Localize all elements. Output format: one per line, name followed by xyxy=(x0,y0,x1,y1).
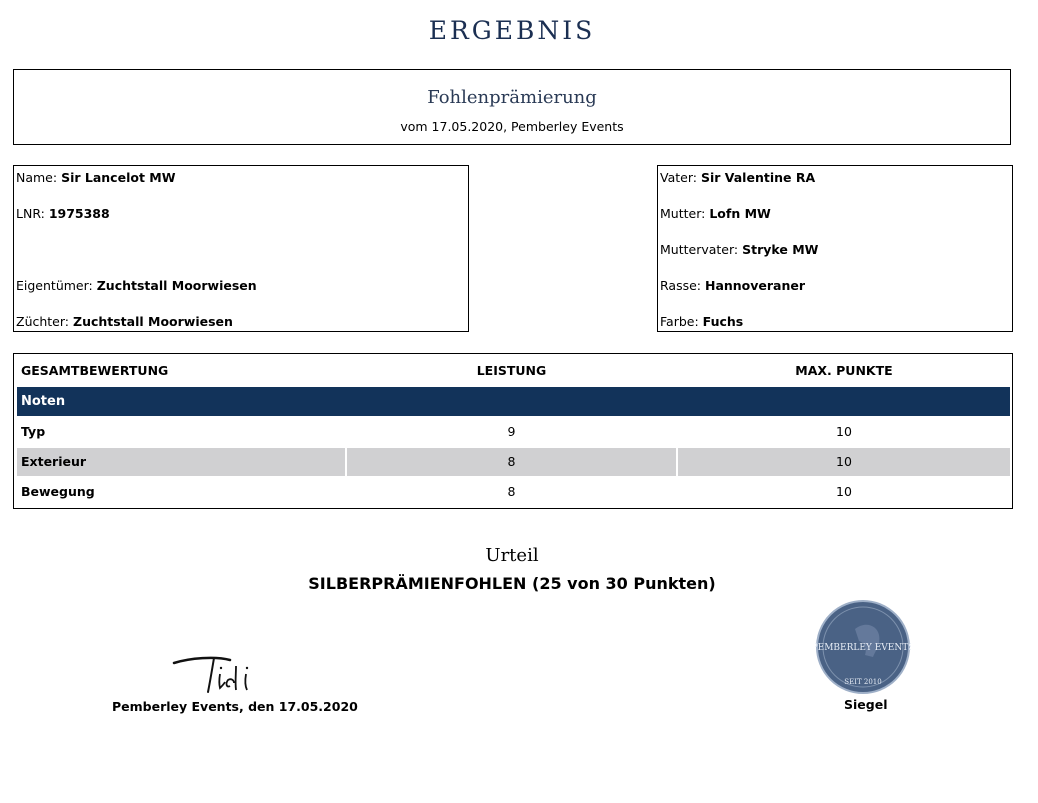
row-max: 10 xyxy=(836,484,852,499)
horse-lnr-row xyxy=(16,206,110,221)
header-leistung: LEISTUNG xyxy=(476,363,547,378)
event-name: Fohlenprämierung xyxy=(427,87,597,108)
horse-breeder-row xyxy=(16,314,233,329)
row-max: 10 xyxy=(836,424,852,439)
row-score: 8 xyxy=(507,484,516,499)
dam-row xyxy=(660,206,771,221)
horse-owner-value: Zuchtstall Moorwiesen xyxy=(96,278,257,293)
color-row xyxy=(660,314,743,329)
damsire-value: Stryke MW xyxy=(742,242,819,257)
row-score: 8 xyxy=(347,448,676,476)
event-date-organizer: vom 17.05.2020, Pemberley Events xyxy=(400,119,624,134)
breed-row xyxy=(660,278,805,293)
color-value: Fuchs xyxy=(702,314,744,329)
pedigree-info-box xyxy=(657,165,1013,332)
horse-info-box xyxy=(13,165,469,332)
seal-caption: Siegel xyxy=(844,697,888,712)
dam-value: Lofn MW xyxy=(709,206,771,221)
row-label: Typ xyxy=(21,424,46,439)
horse-lnr-value: 1975388 xyxy=(48,206,110,221)
section-noten: Noten xyxy=(17,387,1010,416)
verdict-label: Urteil xyxy=(485,545,539,566)
signature-image xyxy=(170,648,262,700)
horse-owner-label: Eigentümer: xyxy=(16,278,93,293)
dam-label: Mutter: xyxy=(660,206,706,221)
horse-name-row xyxy=(16,170,176,185)
svg-text:PEMBERLEY EVENTS: PEMBERLEY EVENTS xyxy=(815,643,911,653)
horse-name-label: Name: xyxy=(16,170,58,185)
horse-breeder-label: Züchter: xyxy=(16,314,70,329)
signature-caption: Pemberley Events, den 17.05.2020 xyxy=(112,699,358,714)
header-gesamtbewertung: GESAMTBEWERTUNG xyxy=(21,363,169,378)
sire-value: Sir Valentine RA xyxy=(700,170,816,185)
verdict-text: SILBERPRÄMIENFOHLEN (25 von 30 Punkten) xyxy=(308,574,716,593)
row-max: 10 xyxy=(678,448,1010,476)
event-header-box xyxy=(13,69,1011,145)
seal-logo xyxy=(815,599,911,699)
row-label: Exterieur xyxy=(17,448,345,476)
header-max-punkte: MAX. PUNKTE xyxy=(795,363,893,378)
breed-label: Rasse: xyxy=(660,278,701,293)
horse-name-value: Sir Lancelot MW xyxy=(61,170,176,185)
damsire-label: Muttervater: xyxy=(660,242,739,257)
sire-label: Vater: xyxy=(660,170,697,185)
row-score: 9 xyxy=(507,424,516,439)
color-label: Farbe: xyxy=(660,314,699,329)
svg-text:SEIT 2010: SEIT 2010 xyxy=(844,678,882,686)
horse-lnr-label: LNR: xyxy=(16,206,45,221)
page-title: ERGEBNIS xyxy=(428,16,596,45)
breed-value: Hannoveraner xyxy=(704,278,806,293)
score-table xyxy=(13,353,1013,509)
sire-row xyxy=(660,170,815,185)
damsire-row xyxy=(660,242,818,257)
horse-owner-row xyxy=(16,278,257,293)
horse-breeder-value: Zuchtstall Moorwiesen xyxy=(73,314,233,329)
row-label: Bewegung xyxy=(21,484,95,499)
